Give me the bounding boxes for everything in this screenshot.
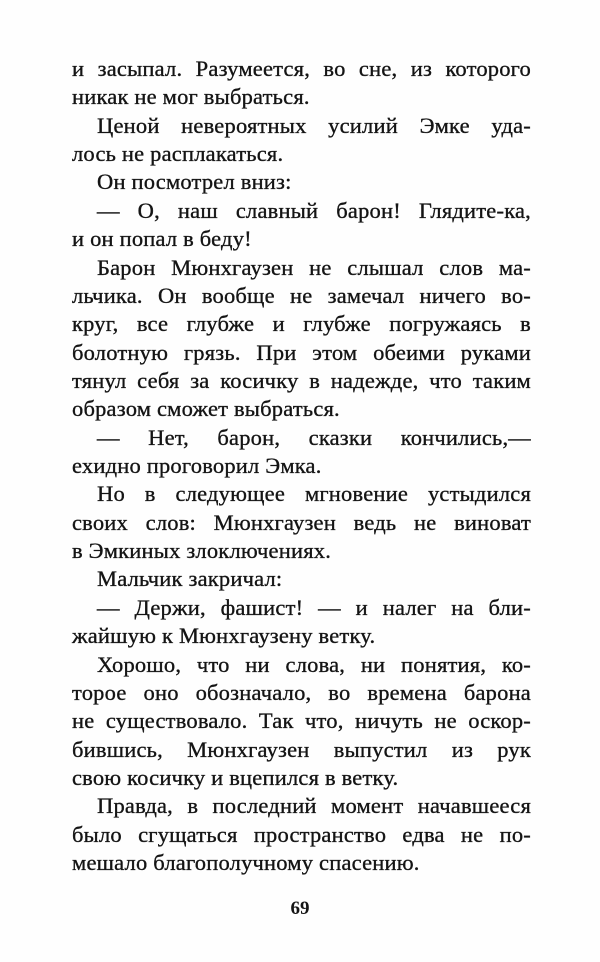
text-line: льчика. Он вообще не замечал ничего во-	[72, 282, 531, 308]
text-line: торое оно обозначало, во времена барона	[72, 679, 531, 705]
text-line: свою косичку и вцепился в ветку.	[72, 764, 399, 790]
text-line: в Эмкиных злоключениях.	[72, 538, 332, 564]
text-line: болотную грязь. При этом обеими руками	[72, 339, 531, 365]
text-line: было сгущаться пространство едва не по-	[72, 821, 531, 847]
text-line: бившись, Мюнхгаузен выпустил из рук	[72, 736, 531, 762]
text-line: тянул себя за косичку в надежде, что таким	[72, 367, 531, 393]
text-line: — Держи, фашист! — и налег на бли-	[97, 594, 531, 620]
text-line: мешало благополучному спасению.	[72, 850, 420, 876]
text-line: круг, все глубже и глубже погружаясь в	[72, 311, 531, 337]
page-number: 69	[290, 898, 310, 919]
text-line: Барон Мюнхгаузен не слышал слов ма-	[97, 254, 531, 280]
text-line: лось не расплакаться.	[72, 141, 284, 167]
text-line: — О, наш славный барон! Глядите-ка,	[97, 197, 531, 223]
text-line: — Нет, барон, сказки кончились,—	[97, 424, 531, 450]
text-line: ехидно проговорил Эмка.	[72, 453, 322, 479]
text-line: Но в следующее мгновение устыдился	[97, 481, 531, 507]
text-line: Он посмотрел вниз:	[97, 169, 292, 195]
text-line: и засыпал. Разумеется, во сне, из которого	[72, 56, 531, 81]
text-line: никак не мог выбраться.	[72, 84, 310, 110]
text-line: Мальчик закричал:	[97, 566, 283, 592]
text-line: Хорошо, что ни слова, ни понятия, ко-	[97, 651, 531, 677]
text-line: не существовало. Так что, ничуть не оскор-	[72, 708, 531, 734]
text-line: своих слов: Мюнхгаузен ведь не виноват	[72, 509, 531, 535]
text-line: Правда, в последний момент начавшееся	[97, 793, 531, 819]
text-line: и он попал в беду!	[72, 226, 252, 252]
body-text	[72, 55, 531, 877]
text-line: образом сможет выбраться.	[72, 396, 340, 422]
text-line: Ценой невероятных усилий Эмке уда-	[97, 112, 531, 138]
text-line: жайшую к Мюнхгаузену ветку.	[72, 623, 376, 649]
